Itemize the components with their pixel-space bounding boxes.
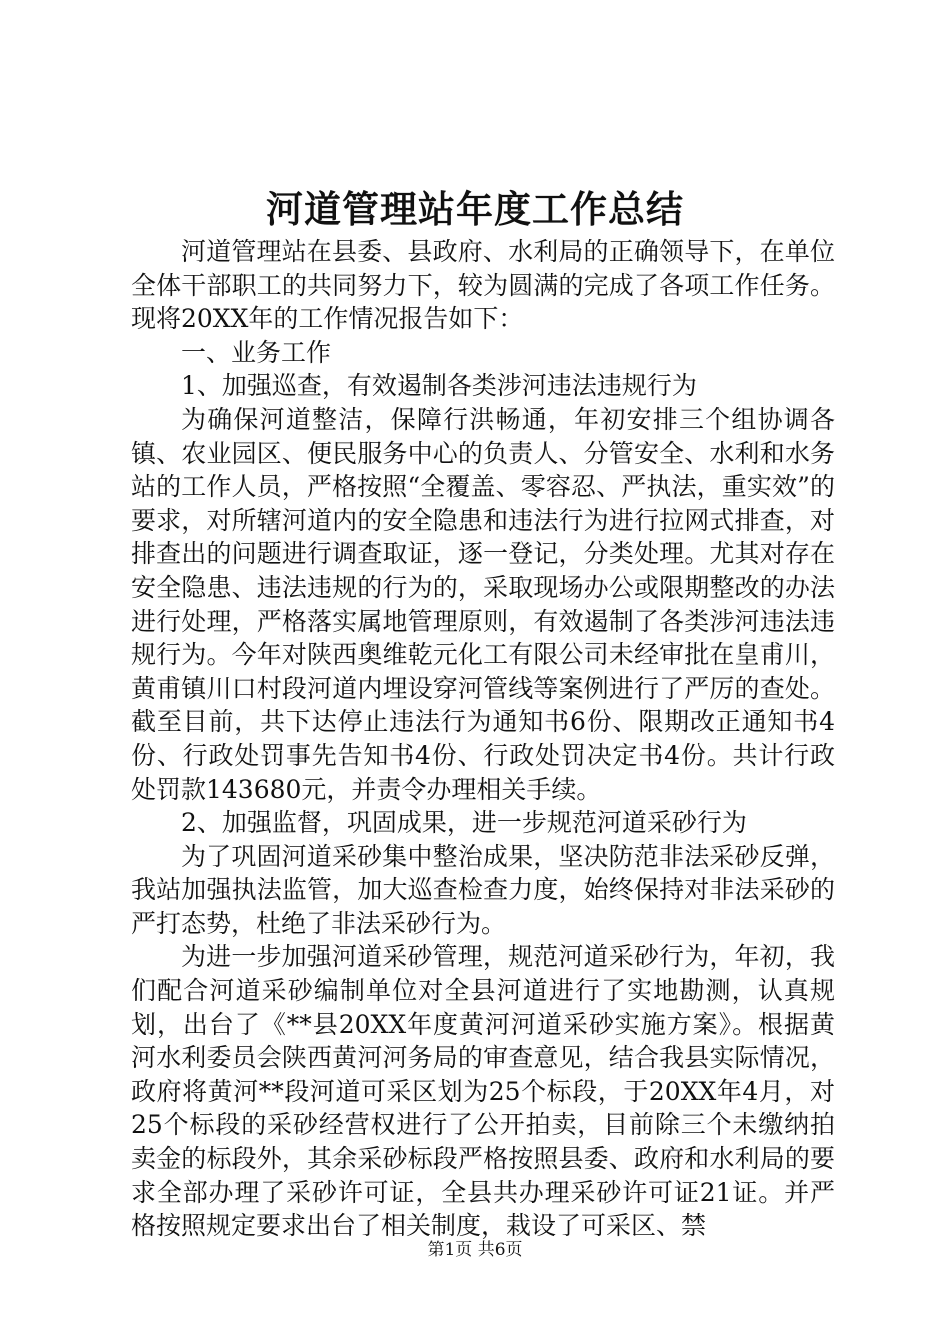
document-title: 河道管理站年度工作总结 [266,187,684,231]
intro-paragraph: 河道管理站在县委、县政府、水利局的正确领导下，在单位全体干部职工的共同努力下，较为圆满的完成了各项工作任务。现将20XX年的工作情况报告如下： [131,237,835,334]
page-number-footer: 第1页 共6页 [427,1240,523,1260]
patrol-paragraph: 为确保河道整洁，保障行洪畅通，年初安排三个组协调各镇、农业园区、便民服务中心的负责人、分管安全、水利和水务站的工作人员，严格按照“全覆盖、零容忍、严执法，重实效”的要求，对所辖河道内的安全隐患和违法行为进行拉网式排查，对排查出的问题进行调查取证，逐一登记，分类处理。尤其对存在安全隐患、违法违规的行为的，采取现场办公或限期整改的办法进行处理，严格落实属地管理原则，有效遏制了各类涉河违法违规行为。今年对陕西奥维乾元化工有限公司未经审批在皇甫川，黄甫镇川口村段河道内埋设穿河管线等案例进行了严厉的查处。截至目前，共下达停止违法行为通知书6份、限期改正通知书4份、行政处罚事先告知书4份、行政处罚决定书4份。共计行政处罚款143680元，并责令办理相关手续。 [131,404,835,804]
supervision-paragraph: 为了巩固河道采砂集中整治成果，坚决防范非法采砂反弹，我站加强执法监管，加大巡查检查力度，始终保持对非法采砂的严打态势，杜绝了非法采砂行为。 [131,841,835,938]
section-heading-business: 一、业务工作 [181,337,332,367]
subheading-supervision: 2、加强监督，巩固成果，进一步规范河道采砂行为 [181,808,747,838]
sand-mining-paragraph: 为进一步加强河道采砂管理，规范河道采砂行为，年初，我们配合河道采砂编制单位对全县河道进行了实地勘测，认真规划，出台了《**县20XX年度黄河河道采砂实施方案》。根据黄河水利委员会陕西黄河河务局的审查意见，结合我县实际情况，政府将黄河**段河道可采区划为25个标段，于20XX年4月，对25个标段的采砂经营权进行了公开拍卖，目前除三个未缴纳拍卖金的标段外，其余采砂标段严格按照县委、政府和水利局的要求全部办理了采砂许可证，全县共办理采砂许可证21证。并严格按照规定要求出台了相关制度，栽设了可采区、禁 [131,942,835,1241]
subheading-patrol: 1、加强巡查，有效遏制各类涉河违法违规行为 [181,371,697,401]
document-body [131,235,835,1243]
